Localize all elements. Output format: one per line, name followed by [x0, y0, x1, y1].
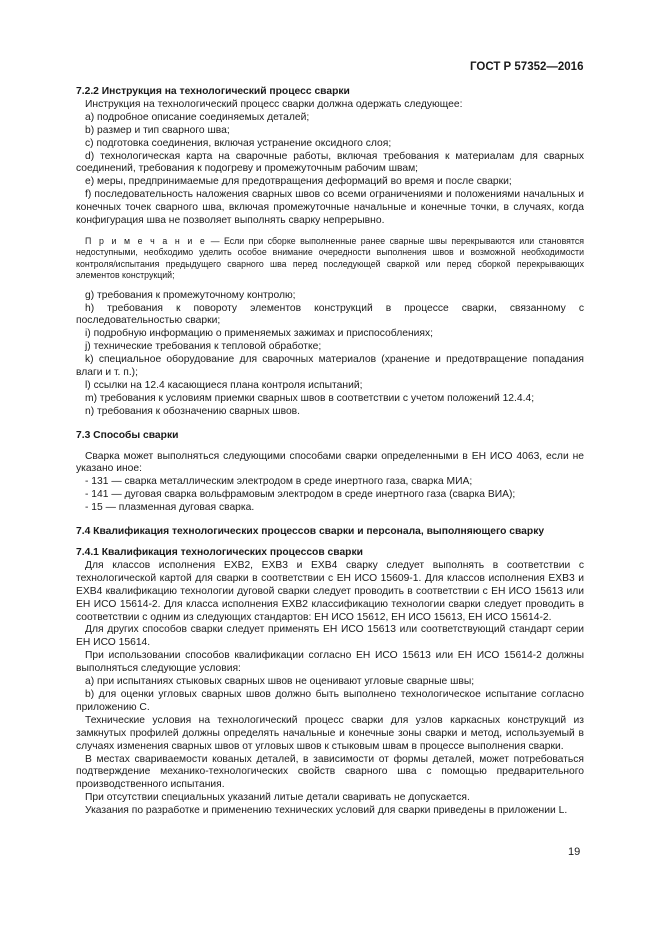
paragraph: При использовании способов квалификации согласно ЕН ИСО 15613 или ЕН ИСО 15614-2 должны выполняться следующие условия: [76, 650, 584, 675]
section-7-4-title: 7.4 Квалификация технологических процессов сварки и персонала, выполняющего сварку [76, 526, 545, 538]
standard-header: ГОСТ Р 57352—2016 [470, 61, 584, 73]
list-item: g) требования к промежуточному контролю; [85, 289, 296, 301]
list-item: l) ссылки на 12.4 касающиеся плана контроля испытаний; [85, 379, 363, 391]
list-item: m) требования к условиям приемки сварных швов в соответствии с учетом положений 12.4.4; [85, 392, 535, 404]
paragraph: В местах свариваемости кованых деталей, в зависимости от формы деталей, может потребоваться подтверждение механико-технологических свойств сварного шва с помощью предварительного производственного испытания. [76, 753, 584, 791]
list-item: d) технологическая карта на сварочные работы, включая требования к материалам для сварных соединений, требования к подогреву и промежуточным рабочим швам; [76, 150, 584, 175]
section-7-3-intro: Сварка может выполняться следующими способами сварки определенными в ЕН ИСО 4063, если не указано иное: [76, 450, 584, 475]
section-7-3-title: 7.3 Способы сварки [76, 429, 179, 441]
list-item: - 131 — сварка металлическим электродом в среде инертного газа, сварка МИА; [85, 476, 473, 488]
paragraph: Указания по разработке и применению технических условий для сварки приведены в приложении L. [85, 805, 568, 817]
list-item: b) для оценки угловых сварных швов должно быть выполнено технологическое испытание согласно приложению С. [76, 688, 584, 713]
paragraph: При отсутствии специальных указаний литые детали сваривать не допускается. [85, 792, 470, 804]
note-label: П р и м е ч а н и е [85, 235, 207, 246]
section-7-4-1-title: 7.4.1 Квалификация технологических процессов сварки [76, 547, 363, 558]
list-item: h) требования к повороту элементов конструкций в процессе сварки, связанному с последовательностью сварки; [76, 302, 584, 327]
list-item: i) подробную информацию о применяемых зажимах и приспособлениях; [85, 328, 433, 340]
list-item: f) последовательность наложения сварных швов со всеми ограничениями и положениями начальных и конечных точек сварного шва, включая промежуточные начальные и конечные точки, в случаях, когда конфигурация шва не позволяет выполнять сварку непрерывно. [76, 189, 584, 227]
list-item: c) подготовка соединения, включая устранение оксидного слоя; [85, 137, 392, 149]
note-text: — Если при сборке выполненные ранее сварные швы перекрываются или становятся недоступными, необходимо уделить особое внимание очередности выполнения швов и возможной необходимости контроля/испытания предыдущего сварного шва перед последующей сваркой или перед сборкой перекрывающих элементов конструкций; [76, 235, 584, 281]
list-item: - 141 — дуговая сварка вольфрамовым электродом в среде инертного газа (сварка ВИА); [85, 489, 516, 501]
list-item: b) размер и тип сварного шва; [85, 124, 230, 136]
section-7-2-2-title: 7.2.2 Инструкция на технологический процесс сварки [76, 86, 350, 97]
section-7-2-2-intro: Инструкция на технологический процесс сварки должна одержать следующее: [85, 98, 463, 110]
page-body [76, 86, 584, 818]
list-item: k) специальное оборудование для сварочных материалов (хранение и предотвращение попадания влаги и т. п.); [76, 354, 584, 379]
list-item: j) технические требования к тепловой обработке; [85, 341, 322, 353]
note-block [76, 236, 584, 282]
page-number: 19 [568, 846, 581, 858]
paragraph: Для других способов сварки следует применять ЕН ИСО 15613 или соответствующий стандарт серии ЕН ИСО 15614. [76, 624, 584, 649]
list-item: - 15 — плазменная дуговая сварка. [85, 502, 255, 514]
paragraph: Технические условия на технологический процесс сварки для узлов каркасных конструкций из замкнутых профилей должны определять начальные и конечные зоны сварки и метод, используемый в случаях изменения сварных швов от угловых швов к стыковым швам в процессе выполнения сварки. [76, 714, 584, 752]
list-item: a) подробное описание соединяемых деталей; [85, 111, 310, 123]
list-item: n) требования к обозначению сварных швов. [85, 405, 300, 417]
paragraph: Для классов исполнения EXB2, EXB3 и EXB4 сварку следует выполнять в соответствии с технологической картой для сварки в соответствии с ЕН ИСО 15609-1. Для классов исполнения EXB3 и EXB4 квалификацию технологии дуговой сварки следует проводить в соответствии с ЕН ИСО 15613 или ЕН ИСО 15614-2. Для класса исполнения EXB2 классификацию технологии сварки следует проводить в соответствии с одним из следующих стандартов: ЕН ИСО 15612, ЕН ИСО 15613, ЕН ИСО 15614-2. [76, 559, 584, 623]
list-item: a) при испытаниях стыковых сварных швов не оценивают угловые сварные швы; [85, 676, 475, 688]
list-item: e) меры, предпринимаемые для предотвращения деформаций во время и после сварки; [85, 176, 512, 188]
